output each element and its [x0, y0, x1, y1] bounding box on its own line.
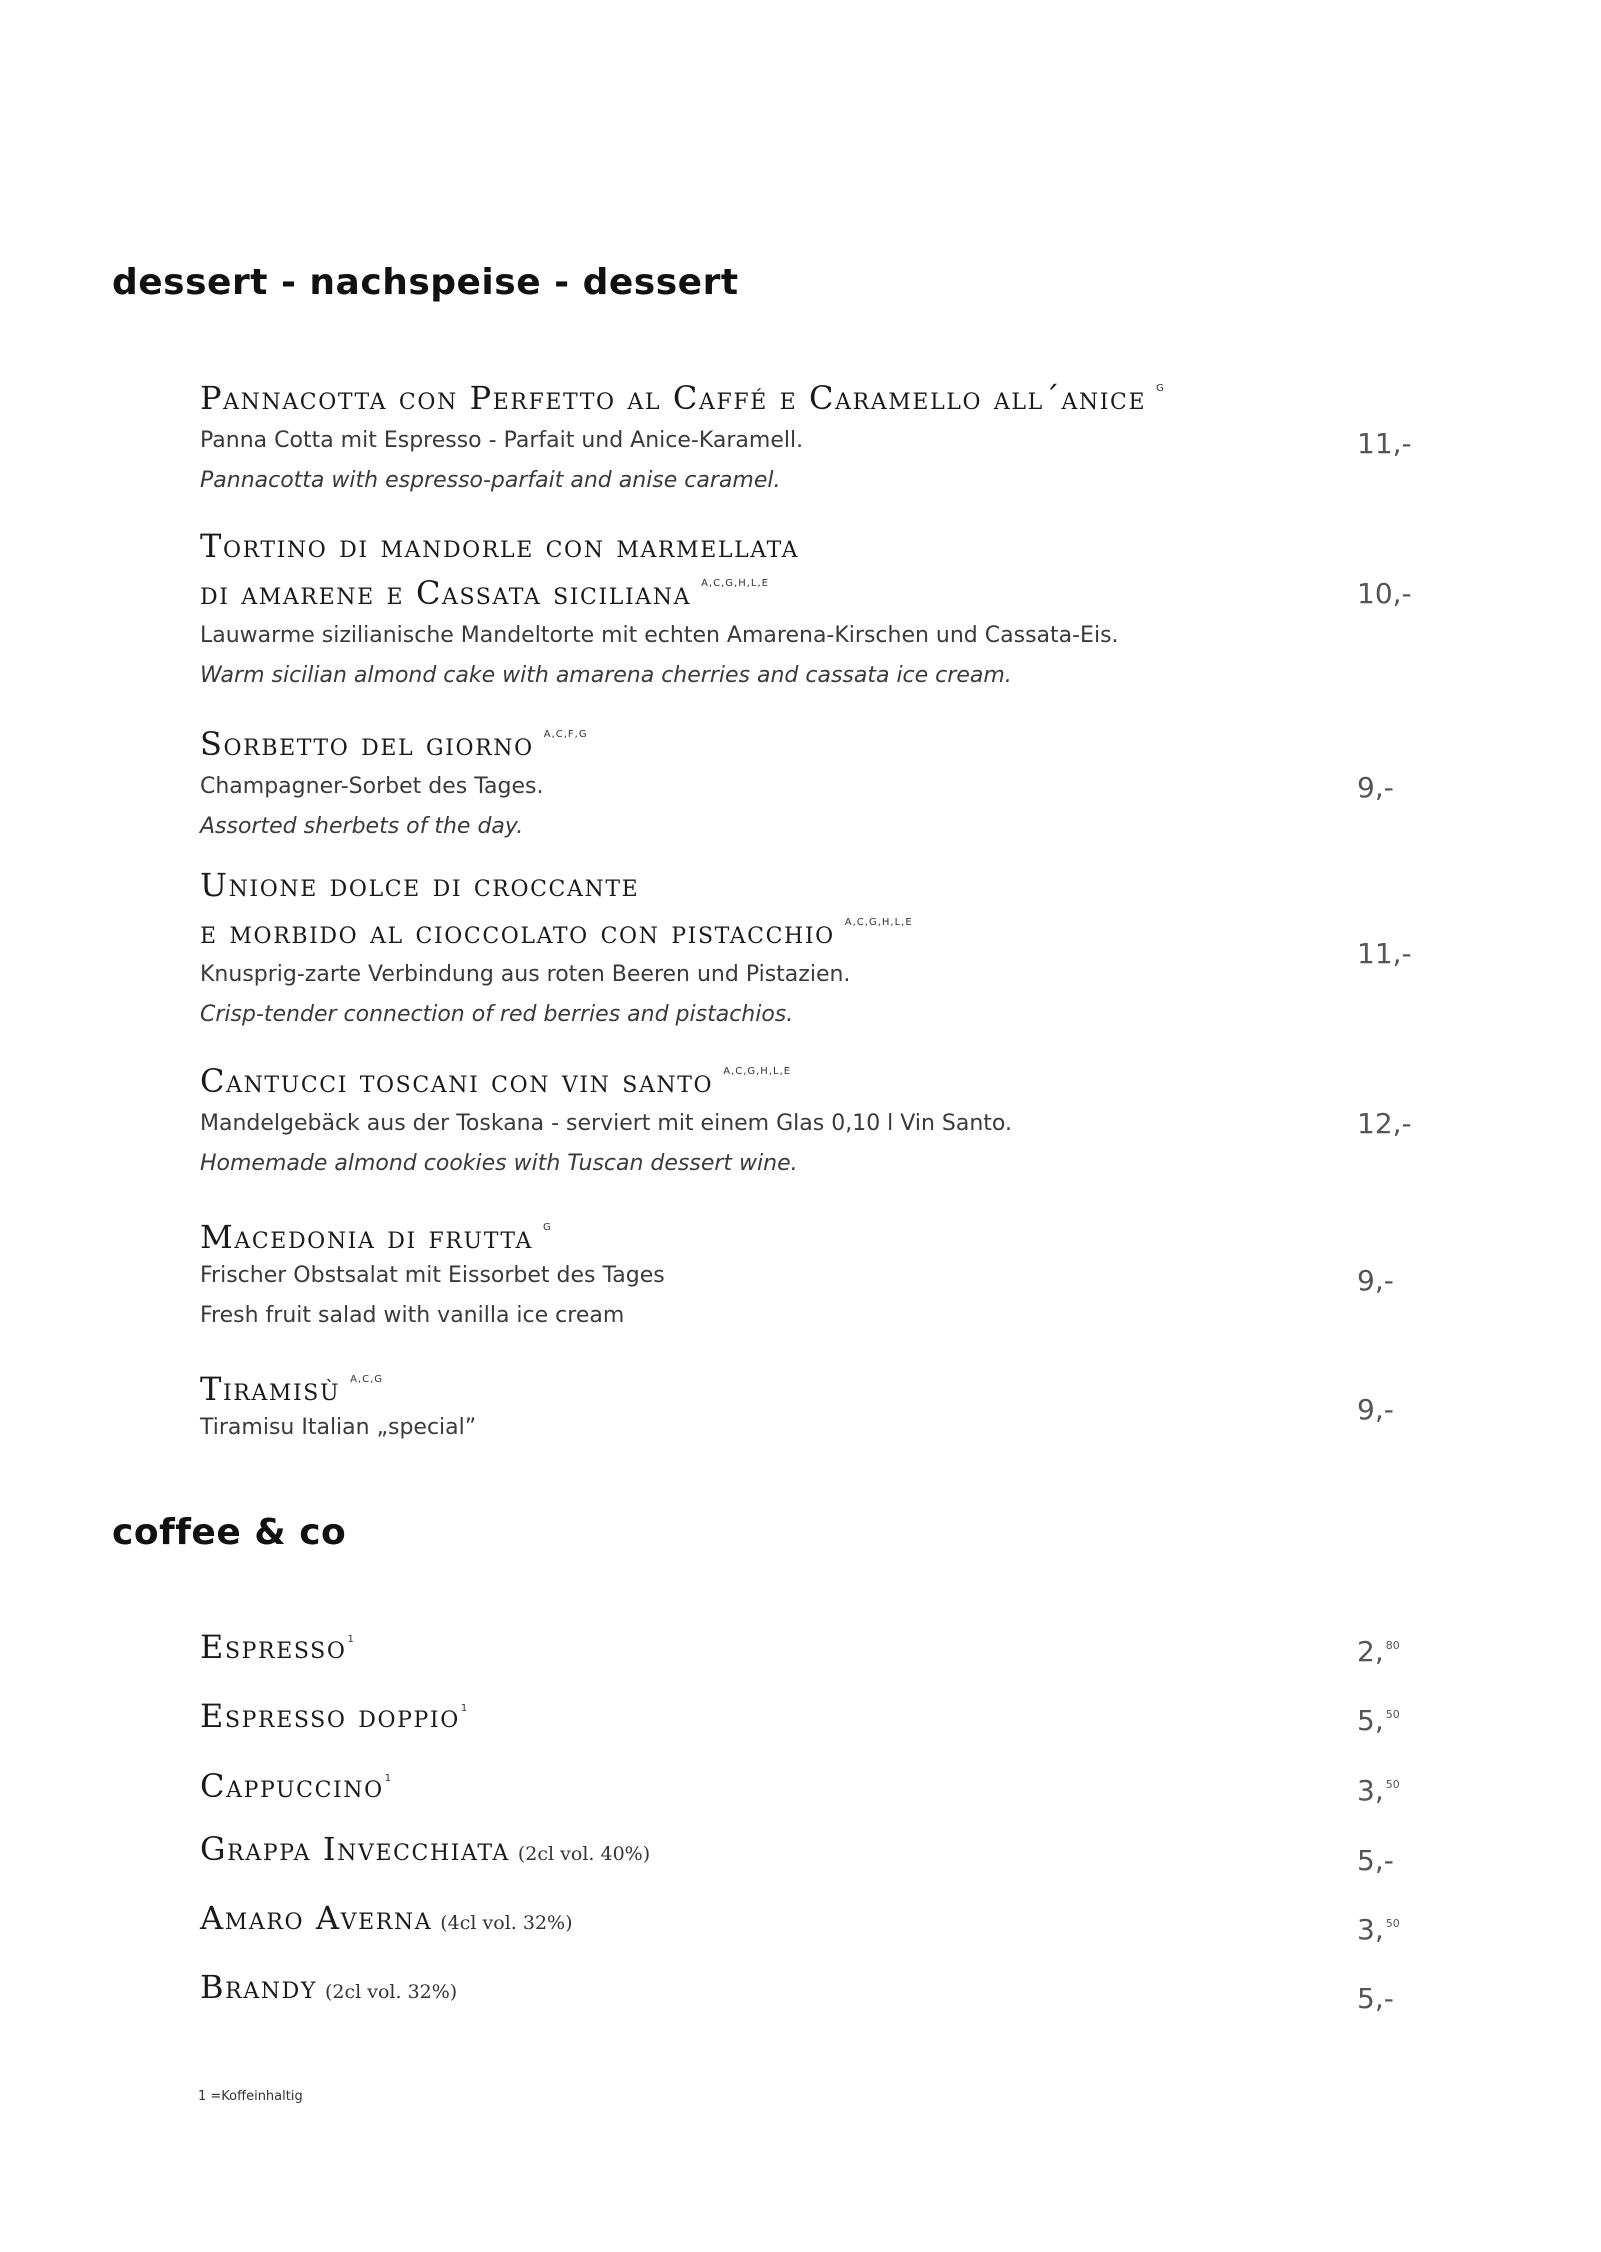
price-cents: 50	[1385, 1917, 1400, 1930]
menu-item-sorbetto	[200, 716, 1420, 847]
price-macedonia: 9,-	[1357, 1264, 1394, 1297]
description-english: Homemade almond cookies with Tuscan dessert wine.	[200, 1151, 798, 1176]
item-name-text: Macedonia di frutta	[200, 1218, 533, 1256]
price-cents: 80	[1385, 1639, 1400, 1652]
item-name	[200, 1690, 1420, 1735]
price-espresso	[1357, 1635, 1400, 1668]
item-name	[200, 370, 1420, 417]
allergen-codes: A,C,G,H,L,E	[701, 578, 769, 589]
menu-item-espresso-doppio	[200, 1690, 1420, 1735]
item-name-text: Cappuccino	[200, 1767, 384, 1805]
price-main: 2,	[1357, 1635, 1384, 1668]
menu-item-macedonia	[200, 1209, 1420, 1336]
menu-item-cantucci	[200, 1053, 1420, 1184]
item-name	[200, 1968, 1420, 2011]
price-espresso-doppio	[1357, 1704, 1400, 1737]
price-main: 5,-	[1357, 1844, 1394, 1877]
price-main: 5,-	[1357, 1982, 1394, 2015]
menu-item-pannacotta	[200, 370, 1420, 501]
footnote: 1 =Koffeinhaltig	[198, 2089, 303, 2104]
allergen-codes: G	[1156, 383, 1165, 394]
caffeine-marker: 1	[460, 1703, 469, 1714]
menu-item-grappa	[200, 1830, 1420, 1873]
item-name-line-1: Tortino di mandorle con marmellata	[200, 527, 800, 565]
item-name-text: Cantucci toscani con vin santo	[200, 1062, 714, 1100]
item-name-text: e morbido al cioccolato con pistacchio	[200, 913, 835, 951]
allergen-codes: A,C,G,H,L,E	[723, 1066, 792, 1077]
price-cantucci: 12,-	[1357, 1107, 1412, 1140]
menu-item-tortino	[200, 527, 1420, 696]
price-main: 5,	[1357, 1704, 1384, 1737]
menu-item-unione	[200, 866, 1420, 1035]
price-tiramisu: 9,-	[1357, 1393, 1394, 1426]
price-main: 3,	[1357, 1913, 1384, 1946]
allergen-codes: G	[542, 1222, 552, 1233]
allergen-codes: A,C,G	[350, 1374, 384, 1385]
allergen-codes: A,C,F,G	[543, 729, 588, 740]
caffeine-marker: 1	[384, 1773, 393, 1784]
item-name	[200, 1209, 1420, 1256]
item-name-text: Amaro Averna	[200, 1899, 433, 1937]
item-name-text: Tiramisù	[200, 1370, 341, 1408]
item-name	[200, 1361, 1420, 1408]
volume-info: (2cl vol. 32%)	[324, 1981, 458, 2003]
price-grappa	[1357, 1844, 1394, 1877]
description-english: Assorted sherbets of the day.	[200, 814, 524, 839]
price-tortino: 10,-	[1357, 577, 1412, 610]
item-name	[200, 1053, 1420, 1100]
description-english: Pannacotta with espresso-parfait and anise caramel.	[200, 468, 781, 493]
item-name	[200, 1899, 1420, 1942]
price-pannacotta: 11,-	[1357, 427, 1412, 460]
description-german: Frischer Obstsalat mit Eissorbet des Tages	[200, 1263, 665, 1288]
item-name-text: Brandy	[200, 1968, 317, 2006]
description-german: Tiramisu Italian „special”	[200, 1415, 477, 1440]
item-name	[200, 1830, 1420, 1873]
description-english: Fresh fruit salad with vanilla ice cream	[200, 1303, 625, 1328]
dessert-section-title: dessert - nachspeise - dessert	[112, 262, 739, 303]
price-main: 3,	[1357, 1774, 1384, 1807]
item-name-text: Espresso	[200, 1628, 347, 1666]
item-name-text: di amarene e Cassata siciliana	[200, 574, 692, 612]
price-cents: 50	[1385, 1778, 1400, 1791]
volume-info: (4cl vol. 32%)	[440, 1912, 573, 1934]
item-name-text: Grappa Invecchiata	[200, 1830, 510, 1868]
item-name	[200, 716, 1420, 763]
menu-item-tiramisu	[200, 1361, 1420, 1448]
price-cents: 50	[1385, 1708, 1400, 1721]
description-german: Lauwarme sizilianische Mandeltorte mit echten Amarena-Kirschen und Cassata-Eis.	[200, 623, 1119, 648]
price-unione: 11,-	[1357, 937, 1412, 970]
description-german: Mandelgebäck aus der Toskana - serviert mit einem Glas 0,10 l Vin Santo.	[200, 1111, 1012, 1136]
description-german: Panna Cotta mit Espresso - Parfait und Anice-Karamell.	[200, 428, 804, 453]
description-german: Knusprig-zarte Verbindung aus roten Beeren und Pistazien.	[200, 962, 851, 987]
coffee-section-title: coffee & co	[112, 1512, 347, 1553]
price-brandy	[1357, 1982, 1394, 2015]
item-name-text: Sorbetto del giorno	[200, 725, 534, 763]
menu-item-cappuccino	[200, 1760, 1420, 1805]
price-sorbetto: 9,-	[1357, 771, 1394, 804]
item-name-line-2	[200, 904, 1420, 951]
price-cappuccino	[1357, 1774, 1400, 1807]
item-name-text: Pannacotta con Perfetto al Caffé e Caramello all´anice	[200, 379, 1147, 417]
item-name	[200, 1621, 1420, 1666]
description-english: Warm sicilian almond cake with amarena cherries and cassata ice cream.	[200, 663, 1012, 688]
description-german: Champagner-Sorbet des Tages.	[200, 774, 544, 799]
price-amaro	[1357, 1913, 1400, 1946]
allergen-codes: A,C,G,H,L,E	[844, 917, 913, 928]
menu-item-amaro	[200, 1899, 1420, 1942]
menu-item-espresso	[200, 1621, 1420, 1666]
volume-info: (2cl vol. 40%)	[517, 1843, 651, 1865]
item-name-line-1: Unione dolce di croccante	[200, 866, 640, 904]
menu-item-brandy	[200, 1968, 1420, 2011]
item-name	[200, 1760, 1420, 1805]
item-name-text: Espresso doppio	[200, 1697, 460, 1735]
item-name-line-2	[200, 565, 1420, 612]
description-english: Crisp-tender connection of red berries and pistachios.	[200, 1002, 794, 1027]
caffeine-marker: 1	[347, 1634, 356, 1645]
